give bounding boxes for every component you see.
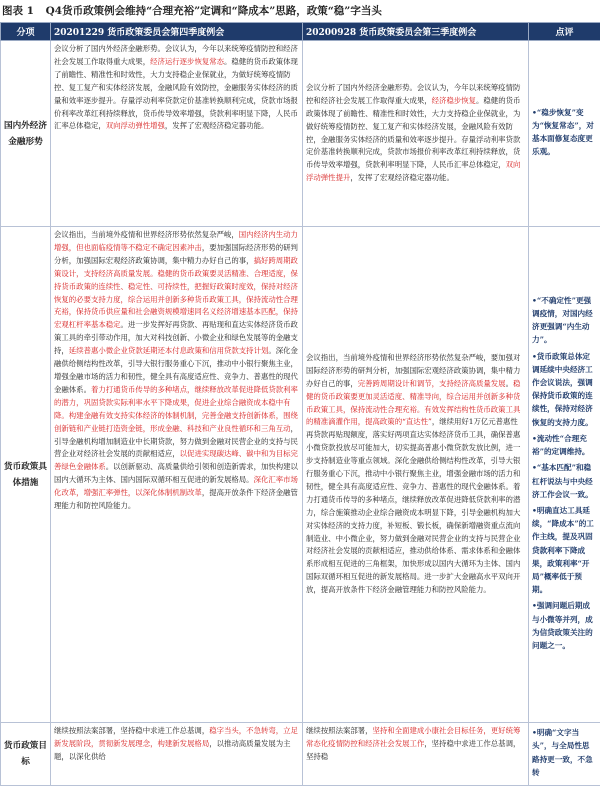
highlighted-text: 经济运行逐步恢复常态 [150, 56, 225, 66]
body-text: 继续按照法案部署， [306, 726, 373, 735]
highlighted-text: 深化汇率市场化改革，增强汇率弹性，以深化体制机制改革 [54, 475, 298, 498]
comment-item: •流动性“合理充裕”的定调维持。 [532, 433, 590, 457]
header-comment: 点评 [529, 23, 600, 41]
highlighted-text: 双向浮动弹性提升 [306, 160, 521, 183]
policy-comparison-table [0, 22, 600, 786]
body-text: 会议指出，当前境外疫情和世界经济形势依然复杂严峻，要加强对国际经济形势的研判分析，加强国际宏观经济政策协调，集中精力办好自己的事， [306, 352, 521, 388]
highlighted-text: 延续普惠小微企业贷款延期还本付息政策和信用贷款支持计划 [68, 346, 269, 356]
body-text: ，引导金融机构增加制造业中长期贷款，努力做到金融对民营企业的支持与民营企业对经济社会发展的贡献相适应， [54, 423, 298, 459]
comment-item: •货币政策总体定调延续中央经济工作会议说法，强调保持货币政策的连续性，保持对经济恢复的支持力度。 [532, 351, 593, 427]
highlighted-text: 搞好跨周期政策设计，支持经济高质量发展。 [54, 255, 298, 278]
comment-item: •“稳步恢复”变为“恢复常态”，对基本面修复态度更乐观。 [532, 107, 594, 157]
body-text: 会议分析了国内外经济金融形势。会议认为，今年以来统筹疫情防控和经济社会发展工作取得重大成果， [306, 82, 521, 105]
highlighted-text: 国内经济内生动力增强，但也面临疫情等不稳定不确定因素冲击 [54, 230, 298, 252]
highlighted-text: 稳健的货币政策要灵活精准、合理适度，保持货币政策的连续性、稳定性、可持续性，把握好政策时度效，保持对经济恢复的必要支持力度，综合运用并创新多种货币政策工具，保持流动性合理充裕，保持货币供应量和社会融资规模增速同名义经济增速基本匹配，保持宏观杠杆率基本稳定 [54, 268, 298, 330]
table-row [1, 227, 600, 723]
header-q4-meeting: 20201229 货币政策委员会第四季度例会 [51, 23, 303, 41]
highlighted-text: 完善跨周期设计和调节，支持经济高质量发展 [357, 378, 506, 388]
highlighted-text: 坚持和全面建成小康社会目标任务，更好统筹常态化疫情防控和经济社会发展工作 [306, 726, 521, 748]
header-category: 分项 [1, 23, 51, 41]
body-text: ，提高开放条件下经济金融管理能力和防控风险能力。 [54, 488, 298, 511]
body-text: ，要加强国际经济形势的研判分析，加强国际宏观经济政策协调，集中精力办好自己的事， [54, 242, 298, 265]
figure-title: Q4货币政策例会维持“合理充裕”定调和“降成本”思路，政策“稳”字当头 [45, 5, 382, 17]
row-category: 国内外经济金融形势 [1, 41, 51, 227]
figure-number: 图表 1 [2, 5, 34, 17]
highlighted-text: 以促进实现碳达峰、碳中和为目标完善绿色金融体系 [54, 449, 298, 472]
highlighted-text: 稳字当头，不急转弯，立足新发展阶段，贯彻新发展理念，构建新发展格局 [54, 726, 298, 748]
row-category: 货币政策目标 [1, 723, 51, 786]
comment-item: •强调问题后期成与小微等并列，成为信贷政策关注的问题之一。 [532, 601, 593, 650]
highlighted-text: 着力打通货币传导的多种堵点，继续释放改革促进降低贷款利率的潜力，巩固贷款实际利率水平下降成果，促进企业综合融资成本稳中有降。构建金融有效支持实体经济的体制机制，完善金融支持创新体系，围绕创新链和产业链打造资金链，形成金融、科技和产业良性循环和三角互动 [54, 384, 298, 433]
table-row [1, 723, 600, 786]
comment-item: •明确直达工具延续，“降成本”的工作主线，提及巩固贷款利率下降成果，政策利率“开局”概率低于预期。 [532, 505, 594, 595]
body-text: 会议指出，当前境外疫情和世界经济形势依然复杂严峻， [54, 230, 239, 239]
highlighted-text: 双向浮动弹性增强 [105, 121, 165, 131]
q4-meeting-text [51, 723, 303, 786]
body-text: 。深化金融供给侧结构性改革，引导大银行服务重心下沉，推动中小银行聚焦主业，增强金融市场的活力和韧性，健全具有高度适应性、竞争力、普惠性的现代金融体系。 [54, 346, 298, 394]
body-text: 。进一步发挥好再贷款、再贴现和直达实体经济货币政策工具的牵引带动作用，加大对科技创新、小微企业和绿色发展等的金融支持， [54, 320, 298, 356]
comment-item: •“不确定性”更强调疫情，对国内经济更强调“内生动力”。 [532, 295, 593, 345]
q3-meeting-text [303, 723, 529, 786]
header-q3-meeting: 20200928 货币政策委员会第三季度例会 [303, 23, 529, 41]
comment-cell [529, 41, 600, 227]
row-category: 货币政策具体措施 [1, 227, 51, 723]
body-text: ，继续用好1万亿元普惠性再贷款再贴现额度，落实好两项直达实体经济货币工具，确保普惠小微贷款投放尽可能加大，切实提高普惠小微贷款发放比例，进一步支持制造业等重点领域。深化金融供给侧结构性改革，引导大银行服务重心下沉，推动中小银行聚焦主业，增强金融市场的活力和韧性，健全具有高度适应性、竞争力、普惠性的现代金融体系。着力打通货币传导的多种堵点，继续释放改革促进降低贷款利率的潜力，综合施策推动企业综合融资成本明显下降，引导金融机构加大对实体经济的支持力度，补短板、锻长板，确保新增融资重点流向制造业、中小微企业，努力做到金融对民营企业的支持与民营企业对经济社会发展的贡献相适应，推动供给体系、需求体系和金融体系形成相互促进的三角框架，加快形成以国内大循环为主体、国内国际双循环相互促进的新发展格局。进一步扩大金融高水平双向开放，提高开放条件下经济金融管理能力和防控风险能力。 [306, 417, 521, 595]
highlighted-text: 稳健的货币政策要更加灵活适度、精准导向，综合运用并创新多种货币政策工具，保持流动性合理充裕。 [306, 378, 521, 414]
body-text: ，以推动高质量发展为主题，以深化供给 [54, 738, 291, 761]
body-text: 会议分析了国内外经济金融形势。会议认为，今年以来统筹疫情防控和经济社会发展工作取得重大成果， [54, 44, 298, 66]
body-text: 。稳健的货币政策体现了前瞻性、精准性和时效性，大力支持稳企业保就业，为做好统筹疫情防控、复工复产和实体经济发展，金融风险有效防控，金融服务实体经济的质量和效率逐步提升。存量浮动利率贷款定价基准转换顺利完成，贷款市场报价利率改革红利持续释放，货币传导效率增强，贷款利率明显下降，人民币汇率总体稳定， [54, 56, 298, 131]
body-text: ，发挥了宏观经济稳定器功能。 [350, 173, 454, 183]
body-text: 。 [505, 378, 513, 388]
highlighted-text: 有效发挥结构性货币政策工具的精准滴灌作用，提高政策的“直达性” [306, 404, 521, 427]
q4-meeting-text [51, 41, 303, 227]
comment-cell [529, 227, 600, 723]
comment-item: •“基本匹配”和稳杠杆说法与中央经济工作会议一致。 [532, 463, 593, 499]
table-row [1, 41, 600, 227]
body-text: 。以创新驱动、高质量供给引领和创造新需求，加快构建以国内大循环为主体、国内国际双循环相互促进的新发展格局。 [54, 462, 298, 485]
comment-cell [529, 723, 600, 786]
q4-meeting-text [51, 227, 303, 723]
figure-caption [0, 0, 600, 22]
body-text: ，坚持稳中求进工作总基调，坚持稳 [306, 738, 521, 761]
body-text: 继续按照法案部署，坚持稳中求进工作总基调， [54, 726, 210, 735]
body-text: ，发挥了宏观经济稳定器功能。 [164, 121, 269, 131]
q3-meeting-text [303, 227, 529, 723]
highlighted-text: 经济稳步恢复 [431, 95, 477, 105]
comment-item: •明确“文字当头”，与全局性思路持更一致，不急转 [532, 728, 593, 777]
body-text: 。稳健的货币政策体现了前瞻性、精准性和时效性，大力支持稳企业保就业，为做好统筹疫情防控、复工复产和实体经济发展，金融风险有效防控，金融服务实体经济的质量和效率逐步提升。存量浮动利率贷款定价基准转换顺利完成，贷款市场报价利率改革红利持续释放，货币传导效率增强，贷款利率明显下降，人民币汇率总体稳定， [306, 95, 521, 170]
table-header-row [1, 23, 600, 41]
q3-meeting-text [303, 41, 529, 227]
